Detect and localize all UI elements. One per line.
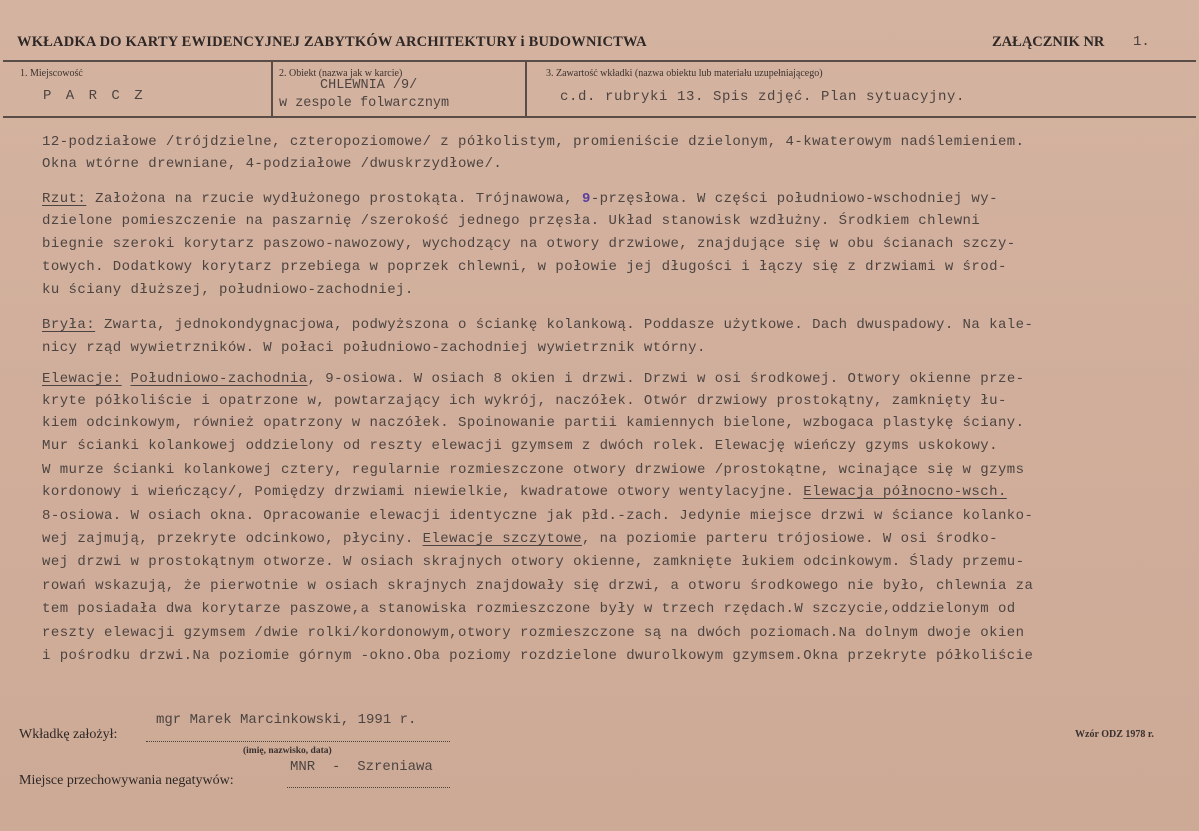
locality-value: P A R C Z [43, 88, 146, 104]
section-heading-rzut: Rzut: [42, 191, 87, 207]
text-line: reszty elewacji gzymsem /dwie rolki/kordonowym,otwory rozmieszczone są na dwóch poziomach.Na dolnym dwoje okien [42, 625, 1025, 641]
text-span: Założona na rzucie wydłużonego prostokąta. Trójnawowa, [86, 191, 582, 207]
text-line: Okna wtórne drewniane, 4-podziałowe /dwuskrzydłowe/. [42, 156, 503, 172]
form-code: Wzór ODZ 1978 r. [1075, 729, 1154, 740]
storage-value: MNR - Szreniawa [290, 759, 433, 775]
storage-label: Miejsce przechowywania negatywów: [19, 773, 234, 788]
field-divider-2 [525, 61, 527, 117]
text-line: biegnie szeroki korytarz paszowo-nawozowy, wychodzący na otwory drzwiowe, znajdujące się w obu ścianach szczy- [42, 236, 1016, 252]
text-line: Mur ścianki kolankowej oddzielony od reszty elewacji gzymsem z dwóch rolek. Elewację wieńczy gzyms uskokowy. [42, 438, 998, 454]
author-hint: (imię, nazwisko, data) [243, 746, 332, 756]
text-line: rowań wskazują, że pierwotnie w osiach skrajnych znajdowały się drzwi, a otworu środkowego nie było, chlewnia za [42, 578, 1034, 594]
text-line: nicy rząd wywietrzników. W połaci południowo-zachodniej wywietrznik wtórny. [42, 340, 706, 356]
text-line: W murze ścianki kolankowej cztery, regularnie rozmieszczone otwory drzwiowe /prostokątne, wcinające się w gzyms [42, 462, 1025, 478]
text-line [42, 370, 1025, 388]
subheading-ne-elevation: Elewacja północno-wsch. [803, 484, 1007, 500]
contents-value: c.d. rubryki 13. Spis zdjęć. Plan sytuacyjny. [560, 89, 966, 105]
annex-label: ZAŁĄCZNIK NR [992, 34, 1105, 50]
text-line [42, 530, 998, 548]
text-line: dzielone pomieszczenie na paszarnię /szerokość jednego przęsła. Układ stanowisk wzdłużny. Środkiem chlewni [42, 213, 981, 229]
author-value: mgr Marek Marcinkowski, 1991 r. [156, 712, 417, 728]
storage-dotted-line [287, 787, 450, 788]
author-label: Wkładkę założył: [19, 727, 118, 742]
handwritten-digit: 9 [581, 191, 591, 207]
text-line: tem posiadała dwa korytarze paszowe,a stanowiska rozmieszczone były w trzech rzędach.W szczycie,oddzielonym od [42, 601, 1016, 617]
subheading-sw-elevation: Południowo-zachodnia [130, 371, 308, 387]
header-top-rule [3, 60, 1196, 62]
contents-label: 3. Zawartość wkładki (nazwa obiektu lub materiału uzupełniającego) [546, 68, 823, 79]
text-line: 8-osiowa. W osiach okna. Opracowanie elewacji identyczne jak płd.-zach. Jedynie miejsce drzwi w ściance kolanko- [42, 508, 1034, 524]
annex-number: 1. [1133, 34, 1150, 50]
text-line: ku ściany dłuższej, południowo-zachodniej. [42, 282, 414, 298]
text-line: i pośrodku drzwi.Na poziomie górnym -okno.Oba poziomy rozdzielone dwurolkowym gzymsem.Okna przekryte półkoliście [42, 648, 1034, 664]
text-line: kryte półkoliście i opatrzone w, powtarzający ich wykrój, naczółek. Otwór drzwiowy prostokątny, zamknięty łu- [42, 393, 1007, 409]
section-heading-bryla: Bryła: [42, 317, 96, 333]
text-line: towych. Dodatkowy korytarz przebiega w poprzek chlewni, w połowie jej długości i łączy się z drzwiami w środ- [42, 259, 1007, 275]
section-heading-elewacje: Elewacje: [42, 371, 122, 387]
header-bottom-rule [3, 116, 1196, 118]
text-line: kiem odcinkowym, również opatrzony w naczółek. Spoinowanie partii kamiennych bielone, wzbogaca plastykę ściany. [42, 415, 1025, 431]
text-span: -przęsłowa. W części południowo-wschodniej wy- [590, 191, 998, 207]
object-value-line-1: CHLEWNIA /9/ [320, 78, 418, 93]
text-span: kordonowy i wieńczący/, Pomiędzy drzwiami niewielkie, kwadratowe otwory wentylacyjne. [42, 484, 804, 500]
text-line: wej drzwi w prostokątnym otworze. W osiach skrajnych otwory okienne, zamknięte łukiem odcinkowym. Ślady przemu- [42, 554, 1025, 570]
field-divider-1 [271, 61, 273, 117]
locality-label: 1. Miejscowość [20, 68, 83, 79]
text-line: 12-podziałowe /trójdzielne, czteropoziomowe/ z półkolistym, promieniście dzielonym, 4-kwaterowym nadślemieniem. [42, 134, 1025, 150]
text-span [122, 371, 131, 387]
text-line [42, 316, 1033, 334]
subheading-gable-elevations: Elewacje szczytowe [422, 531, 582, 547]
object-value-line-2: w zespole folwarcznym [279, 96, 450, 111]
text-line [42, 190, 998, 208]
text-line [42, 483, 1007, 501]
object-label: 2. Obiekt (nazwa jak w karcie) [279, 68, 403, 79]
text-span: , 9-osiowa. W osiach 8 okien i drzwi. Drzwi w osi środkowej. Otwory okienne prze- [307, 371, 1025, 387]
text-span: , na poziomie parteru trójosiowe. W osi środko- [581, 531, 998, 547]
card-title: WKŁADKA DO KARTY EWIDENCYJNEJ ZABYTKÓW ARCHITEKTURY i BUDOWNICTWA [17, 34, 647, 50]
text-span: wej zajmują, przekryte odcinkowo, płyciny. [42, 531, 423, 547]
text-span: Zwarta, jednokondygnacjowa, podwyższona o ściankę kolankową. Poddasze użytkowe. Dach dwuspadowy. Na kale- [95, 317, 1034, 333]
author-dotted-line [146, 741, 450, 742]
